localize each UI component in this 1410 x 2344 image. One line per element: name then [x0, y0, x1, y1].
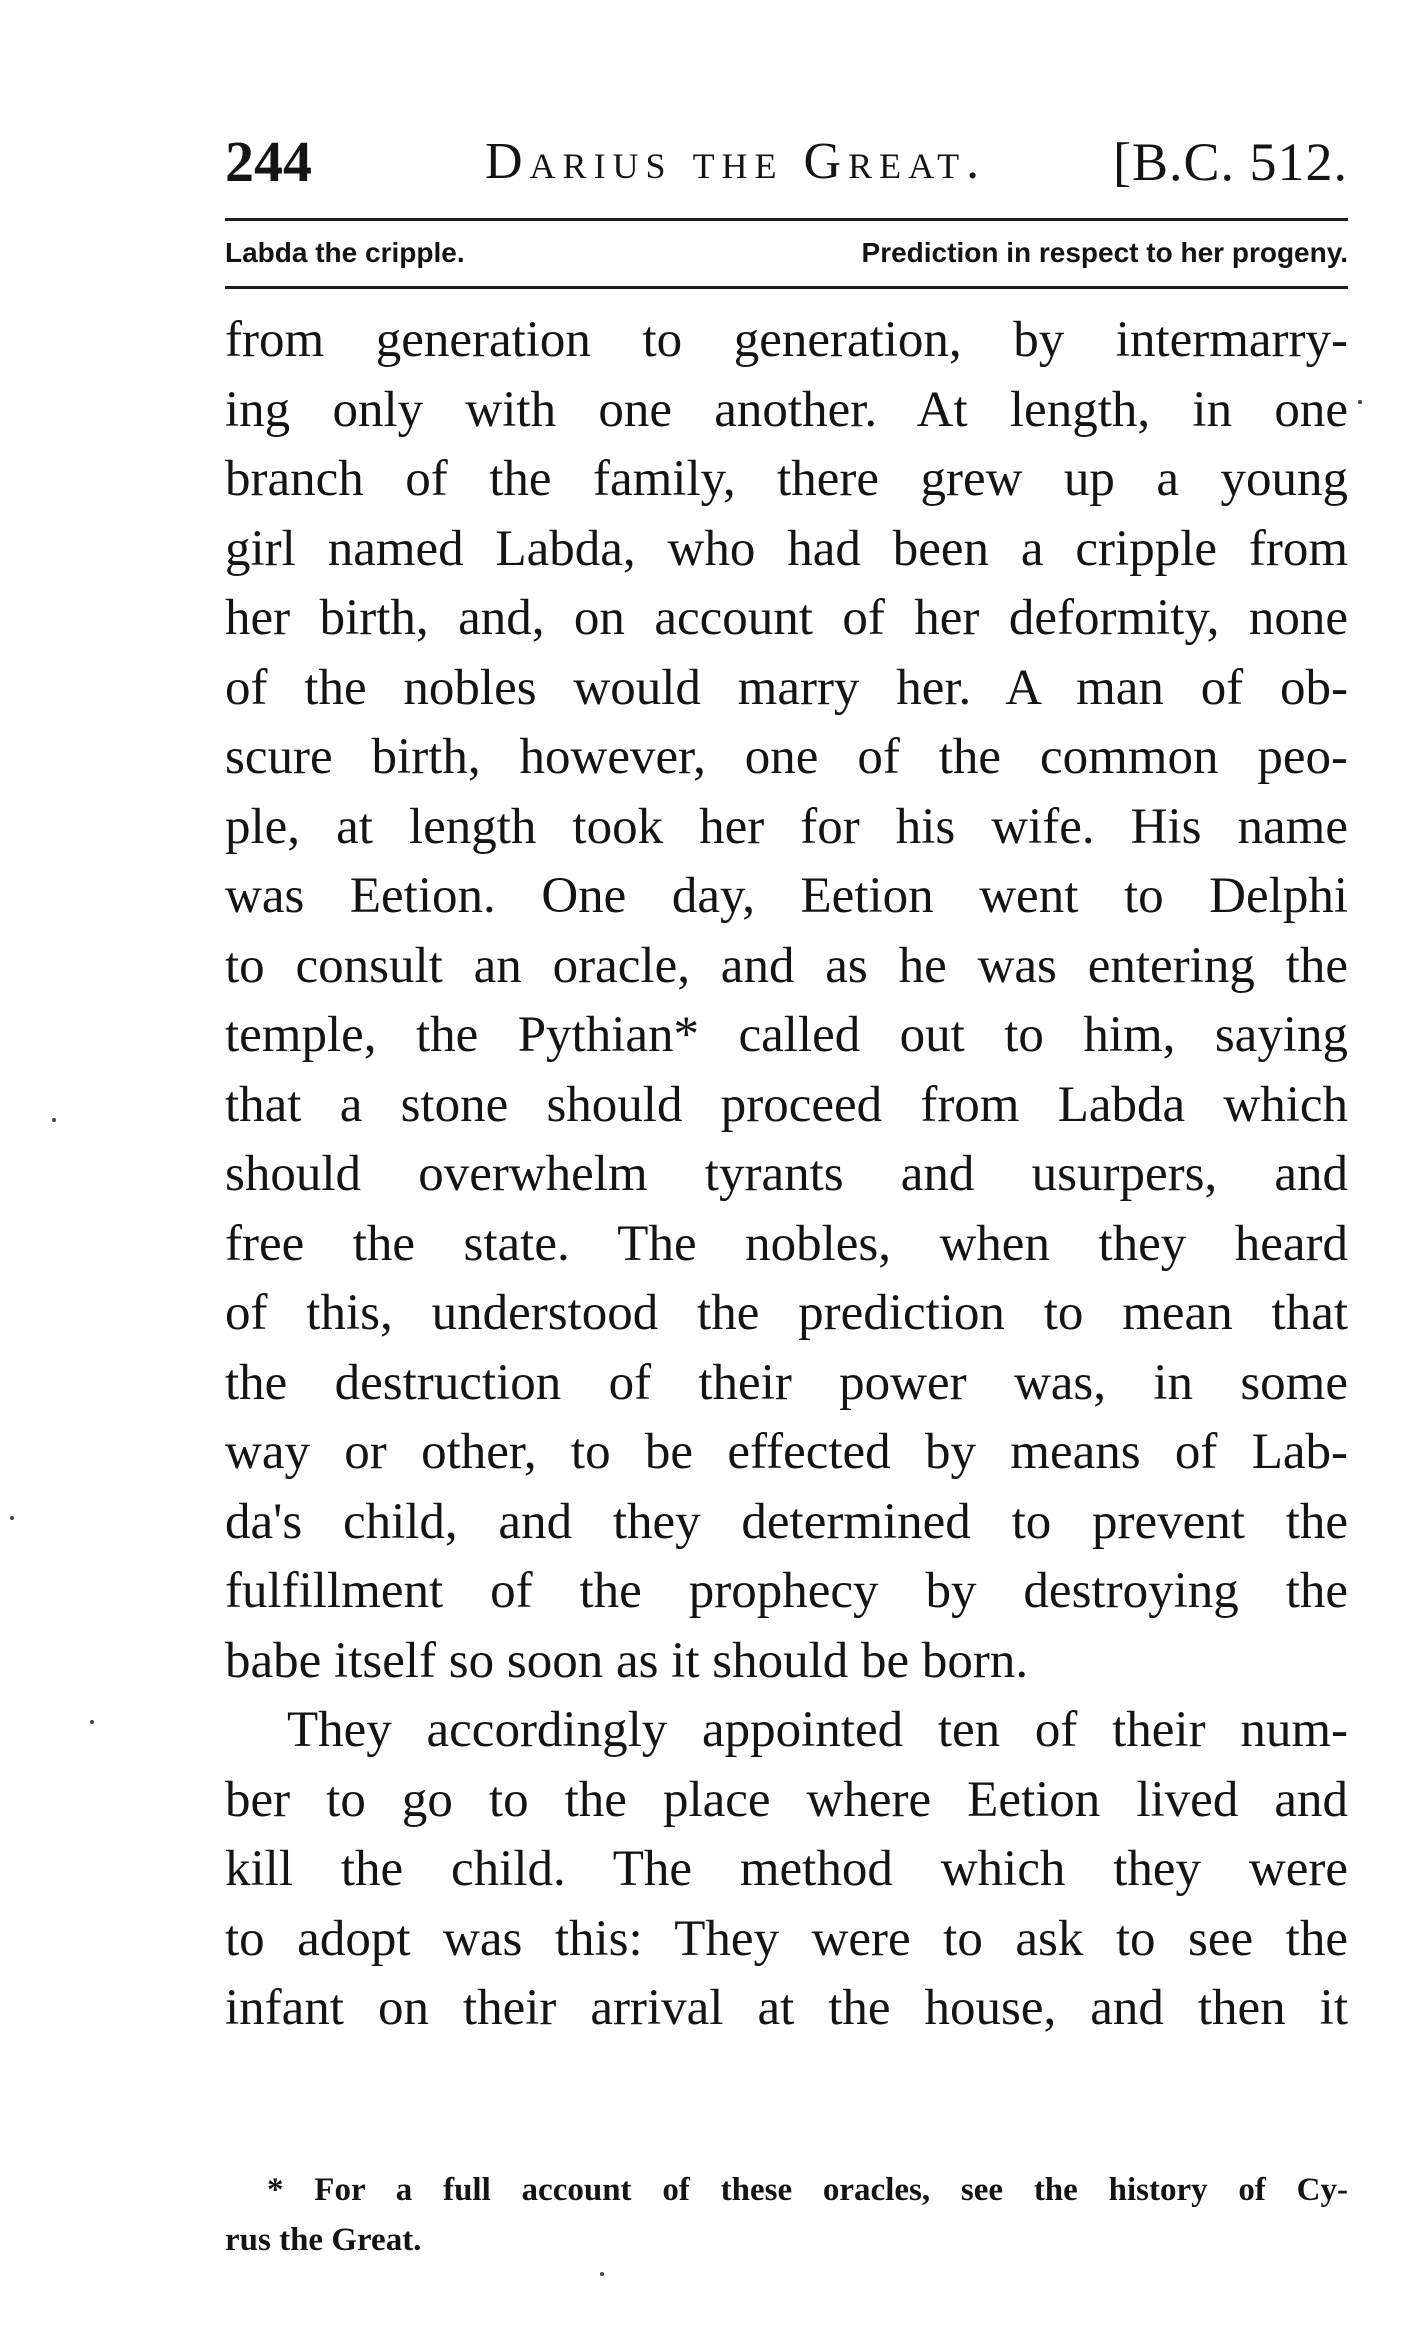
running-title: Darius the Great.	[485, 133, 987, 190]
date-range: [B.C. 512.	[1112, 132, 1348, 192]
text-line: ple, at length took her for his wife. His name	[225, 798, 1348, 855]
text-line: to adopt was this: They were to ask to see the	[225, 1910, 1348, 1967]
text-line: her birth, and, on account of her deformity, none	[225, 590, 1348, 646]
text-line: babe itself so soon as it should be born.	[225, 1632, 1029, 1689]
scan-speck	[1358, 400, 1362, 404]
text-line: branch of the family, there grew up a young	[225, 451, 1348, 507]
text-line: to consult an oracle, and as he was entering the	[225, 937, 1348, 994]
text-line: the destruction of their power was, in some	[225, 1354, 1348, 1411]
page-header	[225, 122, 1348, 202]
text-line: ber to go to the place where Eetion lived and	[225, 1771, 1348, 1828]
text-line: that a stone should proceed from Labda which	[225, 1076, 1348, 1133]
header-rule-top	[225, 218, 1348, 221]
text-line: free the state. The nobles, when they heard	[225, 1215, 1348, 1272]
text-line: girl named Labda, who had been a cripple from	[225, 520, 1348, 577]
paragraph	[225, 1696, 1348, 2044]
subhead-left: Labda the cripple.	[225, 237, 465, 268]
footnote	[225, 2165, 1348, 2265]
scan-speck	[600, 2272, 604, 2276]
scan-speck	[52, 1118, 56, 1122]
text-line: was Eetion. One day, Eetion went to Delphi	[225, 868, 1348, 924]
text-line: should overwhelm tyrants and usurpers, and	[225, 1146, 1348, 1202]
text-line: da's child, and they determined to prevent the	[225, 1493, 1348, 1550]
text-line: from generation to generation, by intermarry-	[225, 312, 1348, 368]
subhead-right: Prediction in respect to her progeny.	[861, 237, 1348, 268]
text-line: kill the child. The method which they were	[225, 1841, 1348, 1897]
text-line: of this, understood the prediction to mean that	[225, 1285, 1348, 1341]
text-line: They accordingly appointed ten of their num-	[287, 1702, 1348, 1758]
footnote-line: * For a full account of these oracles, see the history of Cy-	[267, 2172, 1348, 2208]
text-line: of the nobles would marry her. A man of ob-	[225, 659, 1348, 716]
footnote-line: rus the Great.	[225, 2222, 422, 2258]
text-line: temple, the Pythian* called out to him, saying	[225, 1007, 1348, 1063]
text-line: fulfillment of the prophecy by destroying the	[225, 1563, 1348, 1619]
text-line: infant on their arrival at the house, and then it	[225, 1980, 1348, 2036]
page-number: 244	[225, 129, 312, 194]
paragraph	[225, 306, 1348, 1696]
scan-speck	[90, 1720, 94, 1724]
body-text	[225, 306, 1348, 2044]
scan-speck	[10, 1516, 14, 1520]
text-line: ing only with one another. At length, in one	[225, 381, 1348, 438]
header-rule-bottom	[225, 286, 1348, 289]
text-line: scure birth, however, one of the common peo-	[225, 729, 1348, 785]
text-line: way or other, to be effected by means of Lab-	[225, 1424, 1348, 1480]
